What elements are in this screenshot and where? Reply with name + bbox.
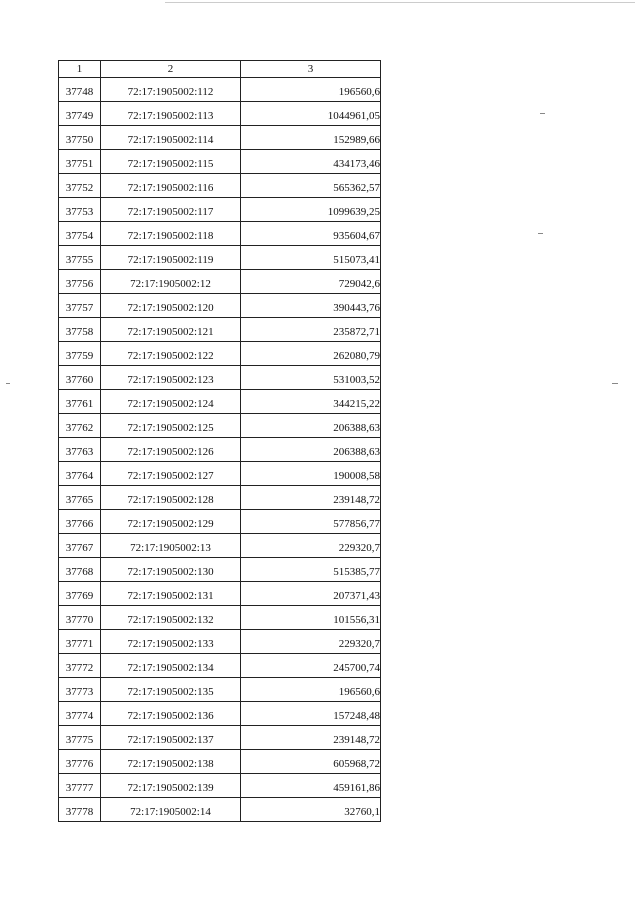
row-number-cell: 37759: [59, 342, 101, 366]
cadastral-value-cell: 1099639,25: [241, 198, 381, 222]
cadastral-number-cell: 72:17:1905002:132: [101, 606, 241, 630]
row-number-cell: 37772: [59, 654, 101, 678]
cadastral-value-table: [58, 60, 381, 822]
cadastral-number-cell: 72:17:1905002:134: [101, 654, 241, 678]
cadastral-number-cell: 72:17:1905002:13: [101, 534, 241, 558]
row-number-cell: 37749: [59, 102, 101, 126]
table-row: [59, 438, 381, 462]
table-row: [59, 150, 381, 174]
header-cell-3: 3: [241, 61, 381, 78]
row-number-cell: 37762: [59, 414, 101, 438]
row-number-cell: 37757: [59, 294, 101, 318]
row-number-cell: 37761: [59, 390, 101, 414]
row-number-cell: 37765: [59, 486, 101, 510]
cadastral-number-cell: 72:17:1905002:12: [101, 270, 241, 294]
cadastral-value-cell: 229320,7: [241, 630, 381, 654]
cadastral-value-cell: 196560,6: [241, 678, 381, 702]
table-row: [59, 294, 381, 318]
row-number-cell: 37777: [59, 774, 101, 798]
cadastral-value-cell: 235872,71: [241, 318, 381, 342]
table-row: [59, 78, 381, 102]
table-row: [59, 750, 381, 774]
row-number-cell: 37748: [59, 78, 101, 102]
row-number-cell: 37776: [59, 750, 101, 774]
table-row: [59, 774, 381, 798]
cadastral-number-cell: 72:17:1905002:138: [101, 750, 241, 774]
row-number-cell: 37756: [59, 270, 101, 294]
cadastral-number-cell: 72:17:1905002:123: [101, 366, 241, 390]
table-row: [59, 534, 381, 558]
cadastral-number-cell: 72:17:1905002:130: [101, 558, 241, 582]
cadastral-number-cell: 72:17:1905002:128: [101, 486, 241, 510]
cadastral-value-cell: 239148,72: [241, 486, 381, 510]
cadastral-value-cell: 196560,6: [241, 78, 381, 102]
cadastral-number-cell: 72:17:1905002:112: [101, 78, 241, 102]
row-number-cell: 37752: [59, 174, 101, 198]
cadastral-number-cell: 72:17:1905002:115: [101, 150, 241, 174]
cadastral-number-cell: 72:17:1905002:122: [101, 342, 241, 366]
cadastral-number-cell: 72:17:1905002:139: [101, 774, 241, 798]
table-row: [59, 318, 381, 342]
row-number-cell: 37769: [59, 582, 101, 606]
row-number-cell: 37751: [59, 150, 101, 174]
cadastral-value-cell: 344215,22: [241, 390, 381, 414]
cadastral-number-cell: 72:17:1905002:113: [101, 102, 241, 126]
cadastral-value-cell: 515073,41: [241, 246, 381, 270]
scan-speck: [612, 383, 618, 384]
cadastral-value-cell: 935604,67: [241, 222, 381, 246]
cadastral-number-cell: 72:17:1905002:126: [101, 438, 241, 462]
row-number-cell: 37755: [59, 246, 101, 270]
row-number-cell: 37764: [59, 462, 101, 486]
cadastral-number-cell: 72:17:1905002:14: [101, 798, 241, 822]
cadastral-number-cell: 72:17:1905002:118: [101, 222, 241, 246]
table-row: [59, 606, 381, 630]
cadastral-number-cell: 72:17:1905002:120: [101, 294, 241, 318]
cadastral-value-cell: 32760,1: [241, 798, 381, 822]
table-row: [59, 102, 381, 126]
header-cell-2: 2: [101, 61, 241, 78]
table-row: [59, 390, 381, 414]
row-number-cell: 37758: [59, 318, 101, 342]
row-number-cell: 37767: [59, 534, 101, 558]
row-number-cell: 37763: [59, 438, 101, 462]
table-row: [59, 678, 381, 702]
cadastral-value-cell: 459161,86: [241, 774, 381, 798]
scan-speck: [6, 383, 10, 384]
row-number-cell: 37750: [59, 126, 101, 150]
table-row: [59, 462, 381, 486]
table-row: [59, 366, 381, 390]
table-row: [59, 126, 381, 150]
cadastral-value-cell: 190008,58: [241, 462, 381, 486]
cadastral-number-cell: 72:17:1905002:127: [101, 462, 241, 486]
row-number-cell: 37754: [59, 222, 101, 246]
cadastral-value-cell: 206388,63: [241, 438, 381, 462]
table-row: [59, 342, 381, 366]
cadastral-number-cell: 72:17:1905002:124: [101, 390, 241, 414]
cadastral-value-cell: 152989,66: [241, 126, 381, 150]
cadastral-value-cell: 229320,7: [241, 534, 381, 558]
cadastral-number-cell: 72:17:1905002:133: [101, 630, 241, 654]
scan-speck: [165, 2, 635, 3]
table-row: [59, 582, 381, 606]
cadastral-value-cell: 729042,6: [241, 270, 381, 294]
table-row: [59, 558, 381, 582]
cadastral-value-cell: 239148,72: [241, 726, 381, 750]
cadastral-number-cell: 72:17:1905002:116: [101, 174, 241, 198]
table-row: [59, 486, 381, 510]
table-row: [59, 726, 381, 750]
cadastral-number-cell: 72:17:1905002:136: [101, 702, 241, 726]
row-number-cell: 37768: [59, 558, 101, 582]
table-body: [59, 78, 381, 822]
cadastral-value-cell: 434173,46: [241, 150, 381, 174]
row-number-cell: 37770: [59, 606, 101, 630]
table-header-row: [59, 61, 381, 78]
table-row: [59, 270, 381, 294]
cadastral-value-cell: 531003,52: [241, 366, 381, 390]
cadastral-number-cell: 72:17:1905002:135: [101, 678, 241, 702]
table-row: [59, 174, 381, 198]
cadastral-number-cell: 72:17:1905002:121: [101, 318, 241, 342]
cadastral-value-cell: 605968,72: [241, 750, 381, 774]
row-number-cell: 37753: [59, 198, 101, 222]
cadastral-value-cell: 1044961,05: [241, 102, 381, 126]
cadastral-value-cell: 101556,31: [241, 606, 381, 630]
cadastral-value-cell: 565362,57: [241, 174, 381, 198]
cadastral-value-cell: 157248,48: [241, 702, 381, 726]
cadastral-value-cell: 245700,74: [241, 654, 381, 678]
row-number-cell: 37760: [59, 366, 101, 390]
cadastral-value-cell: 390443,76: [241, 294, 381, 318]
scan-speck: [538, 233, 543, 234]
cadastral-number-cell: 72:17:1905002:125: [101, 414, 241, 438]
cadastral-value-cell: 206388,63: [241, 414, 381, 438]
cadastral-number-cell: 72:17:1905002:129: [101, 510, 241, 534]
row-number-cell: 37774: [59, 702, 101, 726]
header-cell-1: 1: [59, 61, 101, 78]
cadastral-number-cell: 72:17:1905002:137: [101, 726, 241, 750]
table-row: [59, 654, 381, 678]
cadastral-number-cell: 72:17:1905002:117: [101, 198, 241, 222]
cadastral-value-cell: 207371,43: [241, 582, 381, 606]
table-row: [59, 798, 381, 822]
cadastral-value-cell: 577856,77: [241, 510, 381, 534]
cadastral-value-cell: 262080,79: [241, 342, 381, 366]
cadastral-number-cell: 72:17:1905002:119: [101, 246, 241, 270]
table-row: [59, 702, 381, 726]
table-row: [59, 510, 381, 534]
cadastral-number-cell: 72:17:1905002:131: [101, 582, 241, 606]
table-row: [59, 246, 381, 270]
row-number-cell: 37775: [59, 726, 101, 750]
row-number-cell: 37771: [59, 630, 101, 654]
table-row: [59, 222, 381, 246]
scan-speck: [540, 113, 545, 114]
row-number-cell: 37773: [59, 678, 101, 702]
row-number-cell: 37766: [59, 510, 101, 534]
table-row: [59, 414, 381, 438]
table-row: [59, 198, 381, 222]
cadastral-number-cell: 72:17:1905002:114: [101, 126, 241, 150]
row-number-cell: 37778: [59, 798, 101, 822]
table-row: [59, 630, 381, 654]
cadastral-value-cell: 515385,77: [241, 558, 381, 582]
